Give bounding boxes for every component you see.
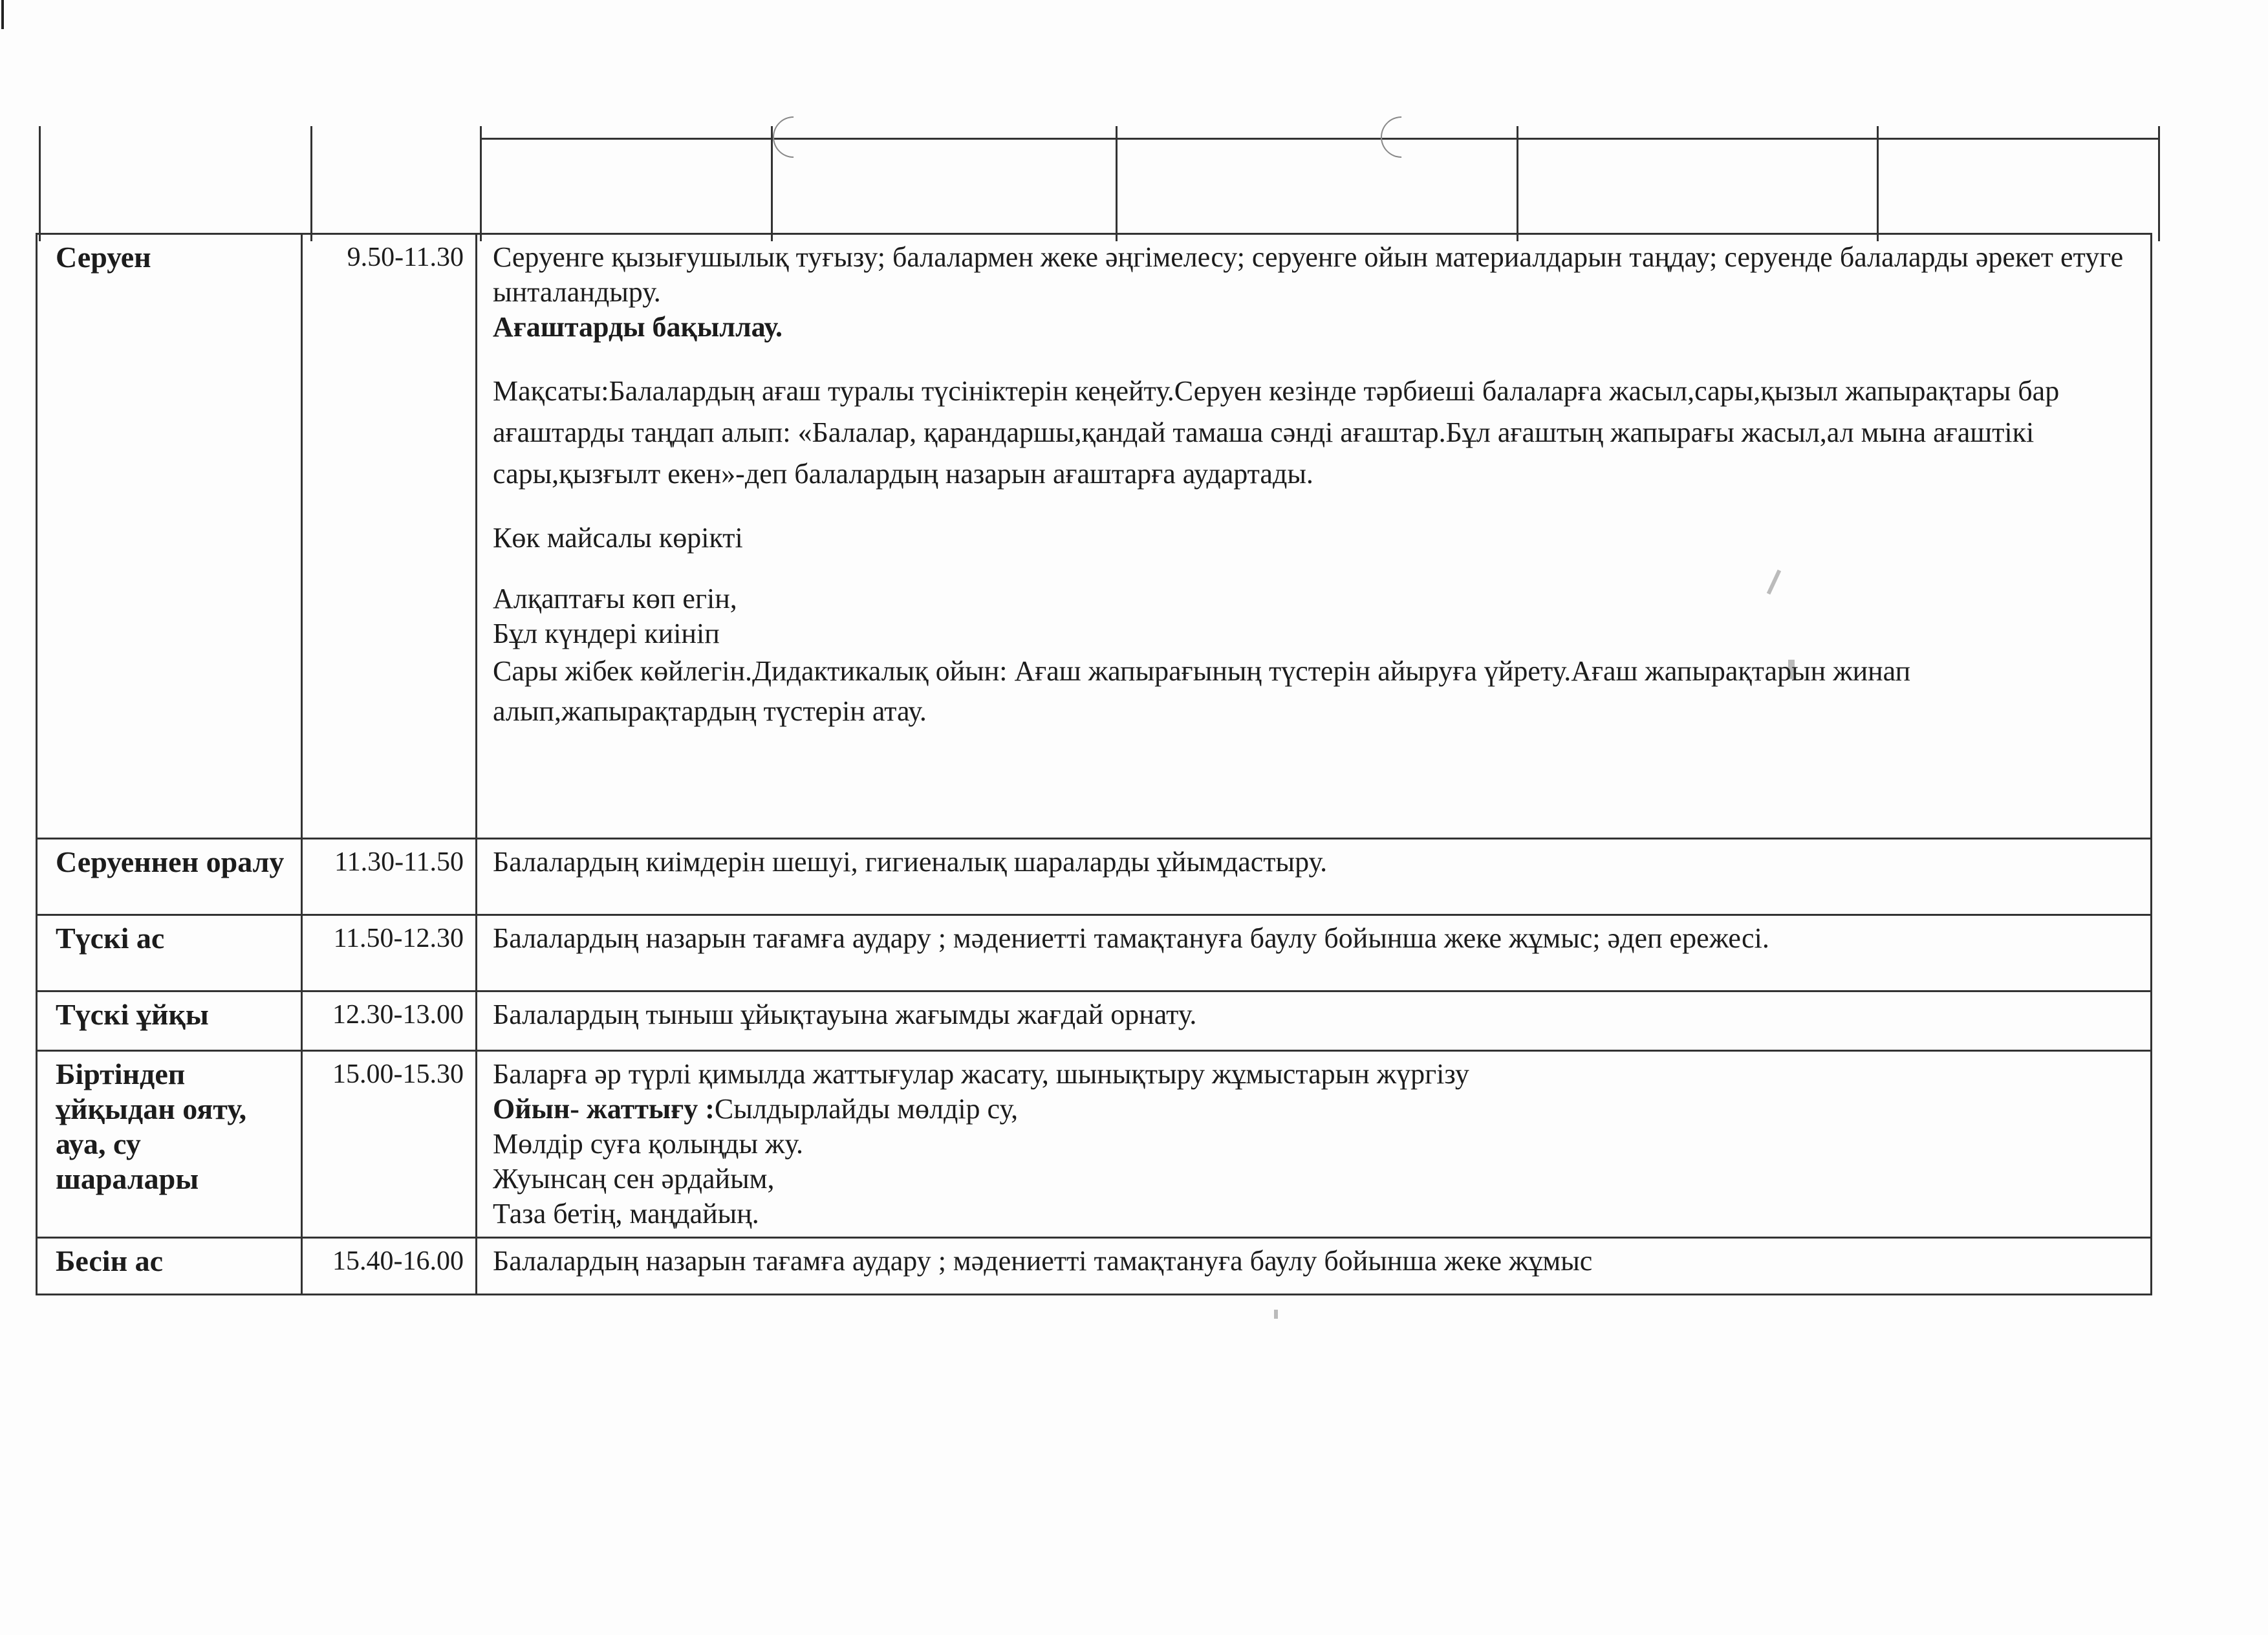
time-cell: 9.50-11.30 xyxy=(302,234,477,839)
time-cell: 12.30-13.00 xyxy=(302,991,477,1051)
poem-line: Алқаптағы көп егін, xyxy=(493,583,737,614)
table-row xyxy=(37,1051,2152,1238)
time-cell: 15.00-15.30 xyxy=(302,1051,477,1238)
activity-cell: Біртіндеп ұйқыдан ояту, ауа, су шаралары xyxy=(37,1051,302,1238)
observation-heading: Ағаштарды бақыллау. xyxy=(493,311,783,343)
activity-cell: Түскі ас xyxy=(37,915,302,991)
column-line xyxy=(2158,126,2160,241)
previous-table-fragment xyxy=(39,126,2160,241)
daily-schedule-table xyxy=(36,233,2152,1295)
column-line xyxy=(480,126,482,241)
poem-line: Бұл күндері киініп xyxy=(493,618,720,649)
column-line xyxy=(1116,126,1118,241)
row-line xyxy=(480,138,2160,140)
description-cell xyxy=(477,1051,2152,1238)
time-cell: 11.30-11.50 xyxy=(302,839,477,915)
game-label: Ойын- жаттығу : xyxy=(493,1093,715,1125)
exercise-text: Баларға әр түрлі қимылда жаттығулар жасату, шынықтыру жұмыстарын жүргізу xyxy=(493,1058,1469,1090)
activity-cell: Бесін ас xyxy=(37,1238,302,1295)
game-line: Жуынсаң сен әрдайым, xyxy=(493,1163,775,1195)
description-cell: Балалардың назарын тағамға аудару ; мәдениетті тамақтануға баулу бойынша жеке жұмыс xyxy=(477,1238,2152,1295)
time-cell: 15.40-16.00 xyxy=(302,1238,477,1295)
description-cell: Балалардың назарын тағамға аудару ; мәдениетті тамақтануға баулу бойынша жеке жұмыс; әдеп ережесі. xyxy=(477,915,2152,991)
column-line xyxy=(1517,126,1518,241)
poem-line: Көк майсалы көрікті xyxy=(493,522,743,554)
goal-text: Мақсаты:Балалардың ағаш туралы түсініктерін кеңейту.Серуен кезінде тәрбиеші балаларға жасыл,сары,қызыл жапырақтары бар ағаштарды таңдап алып: «Балалар, қарандаршы,қандай тамаша сәнді ағаштар.Бұл ағаштың жапырағы жасыл,ал мына ағаштікі сары,қызғылт екен»-деп балалардың назарын ағаштарға аудартады. xyxy=(493,375,2060,490)
description-cell xyxy=(477,234,2152,839)
poem-line: Сары жібек көйлегін.Дидактикалық ойын: Ағаш жапырағының түстерін айыруға үйрету.Ағаш жапырақтарын жинап алып,жапырақтардың түстерін атау. xyxy=(493,655,1911,727)
walk-intro-text: Серуенге қызығушылық туғызу; балалармен жеке әңгімелесу; серуенге ойын материалдарын таңдау; серуенде балаларды әрекет етуге ынталандыру. xyxy=(493,241,2124,308)
time-cell: 11.50-12.30 xyxy=(302,915,477,991)
table-row xyxy=(37,915,2152,991)
activity-cell: Серуен xyxy=(37,234,302,839)
game-line: Таза бетің, маңдайың. xyxy=(493,1198,759,1229)
game-line: Сылдырлайды мөлдір су, xyxy=(714,1093,1019,1125)
game-line: Мөлдір суға қолыңды жу. xyxy=(493,1128,804,1160)
column-line xyxy=(771,126,773,241)
table-row xyxy=(37,1238,2152,1295)
column-line xyxy=(310,126,312,241)
activity-cell: Серуеннен оралу xyxy=(37,839,302,915)
column-line xyxy=(39,126,41,241)
description-cell: Балалардың тыныш ұйықтауына жағымды жағдай орнату. xyxy=(477,991,2152,1051)
activity-cell: Түскі ұйқы xyxy=(37,991,302,1051)
description-cell: Балалардың киімдерін шешуі, гигиеналық шараларды ұйымдастыру. xyxy=(477,839,2152,915)
table-row xyxy=(37,991,2152,1051)
scan-speck xyxy=(1274,1310,1278,1319)
scan-edge-mark xyxy=(1,0,4,29)
table-row xyxy=(37,839,2152,915)
column-line xyxy=(1877,126,1879,241)
table-row xyxy=(37,234,2152,839)
